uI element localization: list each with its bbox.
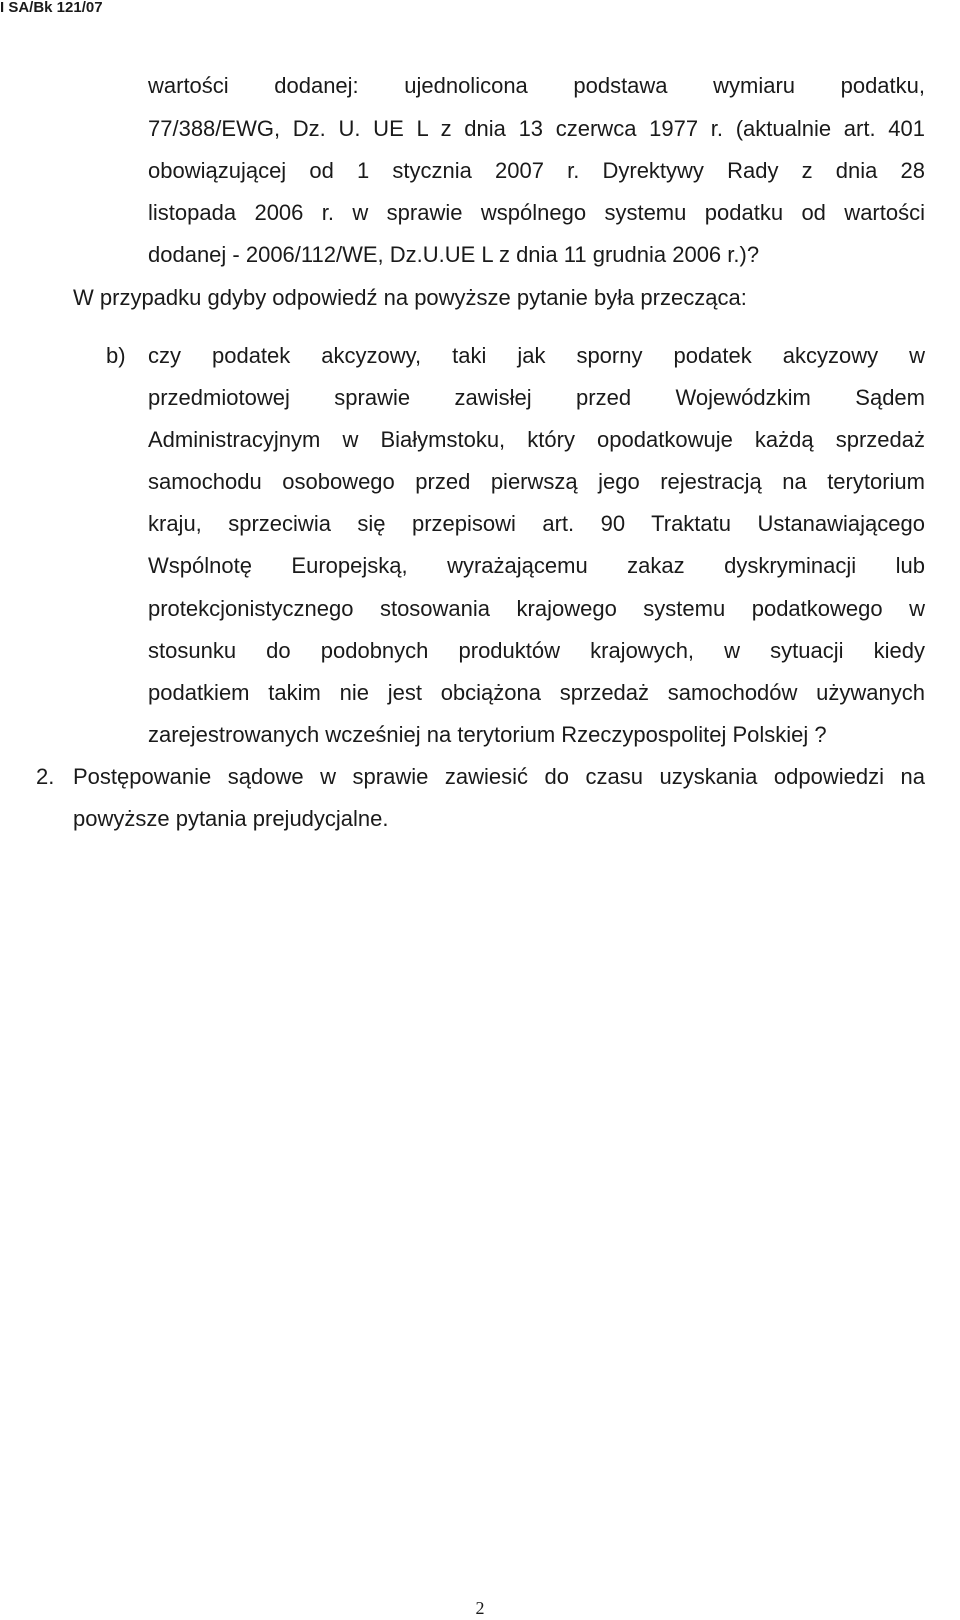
question-b-line: kraju, sprzeciwia się przepisowi art. 90 Traktatu Ustanawiającego — [148, 511, 925, 536]
point-2-line: powyższe pytania prejudycjalne. — [73, 806, 389, 831]
question-b-line: Wspólnotę Europejską, wyrażającemu zakaz dyskryminacji lub — [148, 553, 925, 578]
question-b-line: samochodu osobowego przed pierwszą jego rejestracją na terytorium — [148, 469, 925, 494]
point-2-line: Postępowanie sądowe w sprawie zawiesić do czasu uzyskania odpowiedzi na — [73, 764, 925, 789]
question-b-line: stosunku do podobnych produktów krajowych, w sytuacji kiedy — [148, 638, 925, 663]
question-b-line: zarejestrowanych wcześniej na terytorium Rzeczypospolitej Polskiej ? — [148, 722, 827, 747]
intro-line: 77/388/EWG, Dz. U. UE L z dnia 13 czerwca 1977 r. (aktualnie art. 401 — [148, 116, 925, 141]
intro-line: listopada 2006 r. w sprawie wspólnego systemu podatku od wartości — [148, 200, 925, 225]
question-b-line: Administracyjnym w Białymstoku, który opodatkowuje każdą sprzedaż — [148, 427, 925, 452]
question-b-line: protekcjonistycznego stosowania krajowego systemu podatkowego w — [148, 596, 925, 621]
intro-line: dodanej - 2006/112/WE, Dz.U.UE L z dnia 11 grudnia 2006 r.)? — [148, 242, 760, 267]
point-2-marker: 2. — [36, 764, 55, 789]
question-b-marker: b) — [106, 343, 126, 368]
question-b-line: czy podatek akcyzowy, taki jak sporny podatek akcyzowy w — [148, 343, 925, 368]
intro-line: wartości dodanej: ujednolicona podstawa wymiaru podatku, — [148, 73, 925, 98]
question-b-line: przedmiotowej sprawie zawisłej przed Wojewódzkim Sądem — [148, 385, 925, 410]
intro-line: obowiązującej od 1 stycznia 2007 r. Dyrektywy Rady z dnia 28 — [148, 158, 925, 183]
case-reference: I SA/Bk 121/07 — [0, 0, 103, 16]
condition-line: W przypadku gdyby odpowiedź na powyższe pytanie była przecząca: — [73, 285, 747, 310]
page-number: 2 — [475, 1598, 485, 1618]
question-b-line: podatkiem takim nie jest obciążona sprzedaż samochodów używanych — [148, 680, 925, 705]
